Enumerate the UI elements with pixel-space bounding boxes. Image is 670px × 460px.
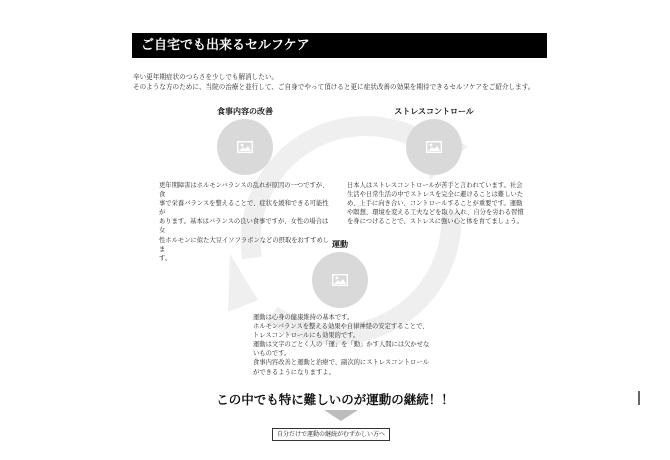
exercise-card-title: 運動 [332,240,348,249]
exercise-text-line: 運動は文字のごとく人の「運」を「動」かす人間には欠かせな [253,341,430,349]
section-title: ご自宅でも出来るセルフケア [132,33,547,58]
stress-text-line: 日本人はストレスコントロールが苦手と言われています。社会 [347,182,523,189]
diet-card-title: 食事内容の改善 [217,107,273,116]
intro-line-2: そのような方のために、当院の治療と並行して、ご自身でやって頂けると更に症状改善の効果を期待できるセルフケアをご紹介します。 [133,83,535,91]
emphasis-heading: この中でも特に難しいのが運動の継続！！ [216,392,454,407]
exercise-image-placeholder [312,252,368,308]
diet-text-line: 更年期障害はホルモンバランスの乱れが原因の一つですが、食 [159,182,329,199]
stress-card-title: ストレスコントロール [394,107,474,116]
exercise-card-text [253,313,438,377]
image-placeholder-icon [426,141,442,153]
stress-image-placeholder [406,119,462,175]
exercise-text-line: いものです。 [253,350,291,358]
image-placeholder-icon [237,141,253,153]
down-arrow-icon [324,410,358,421]
exercise-text-line: 運動は心身の健康維持の基本です。 [253,314,354,321]
stress-text-line: や瞑想、環境を変える工夫などを取り入れ、自分を労わる習慣 [347,209,524,217]
diet-image-placeholder [217,119,273,175]
intro-text [133,72,553,92]
stress-text-line: を身につけることで、ストレスに強い心と体を育てましょう。 [347,218,523,226]
stress-card-text [347,181,527,226]
intro-line-1: 辛い更年期症状のつらさを少しでも解消したい。 [133,73,279,81]
exercise-help-link-button[interactable]: 自分だけで運動の継続がむずかしい方へ [272,428,390,441]
diet-text-line: 性ホルモンに似た大豆イソフラボンなどの摂取をおすすめしま [159,236,330,253]
exercise-text-line: ホルモンバランスを整える効果や自律神経の安定することで、 [253,323,429,331]
exercise-text-line: トレスコントロールにも効果的です。 [253,332,360,340]
exercise-text-line: 食事内容改善と運動と治療で、副次的にストレスコントロール [253,359,429,367]
diet-text-line: あります。基本はバランスの良い食事ですが、女性の場合は女 [159,218,329,235]
exercise-text-line: ができるようになりますよ。 [253,368,335,376]
image-placeholder-icon [332,274,348,286]
diet-card-text [159,181,334,263]
stress-text-line: め、上手に向き合い、コントロールすることが重要です。運動 [347,200,523,208]
diet-text-line: 事で栄養バランスを整えることで、症状を緩和できる可能性が [159,200,329,217]
stress-text-line: 生活や日常生活の中でストレスを完全に避けることは難しいた [347,191,524,199]
diet-text-line: す。 [159,254,172,262]
scrollbar-thumb[interactable] [638,391,640,405]
